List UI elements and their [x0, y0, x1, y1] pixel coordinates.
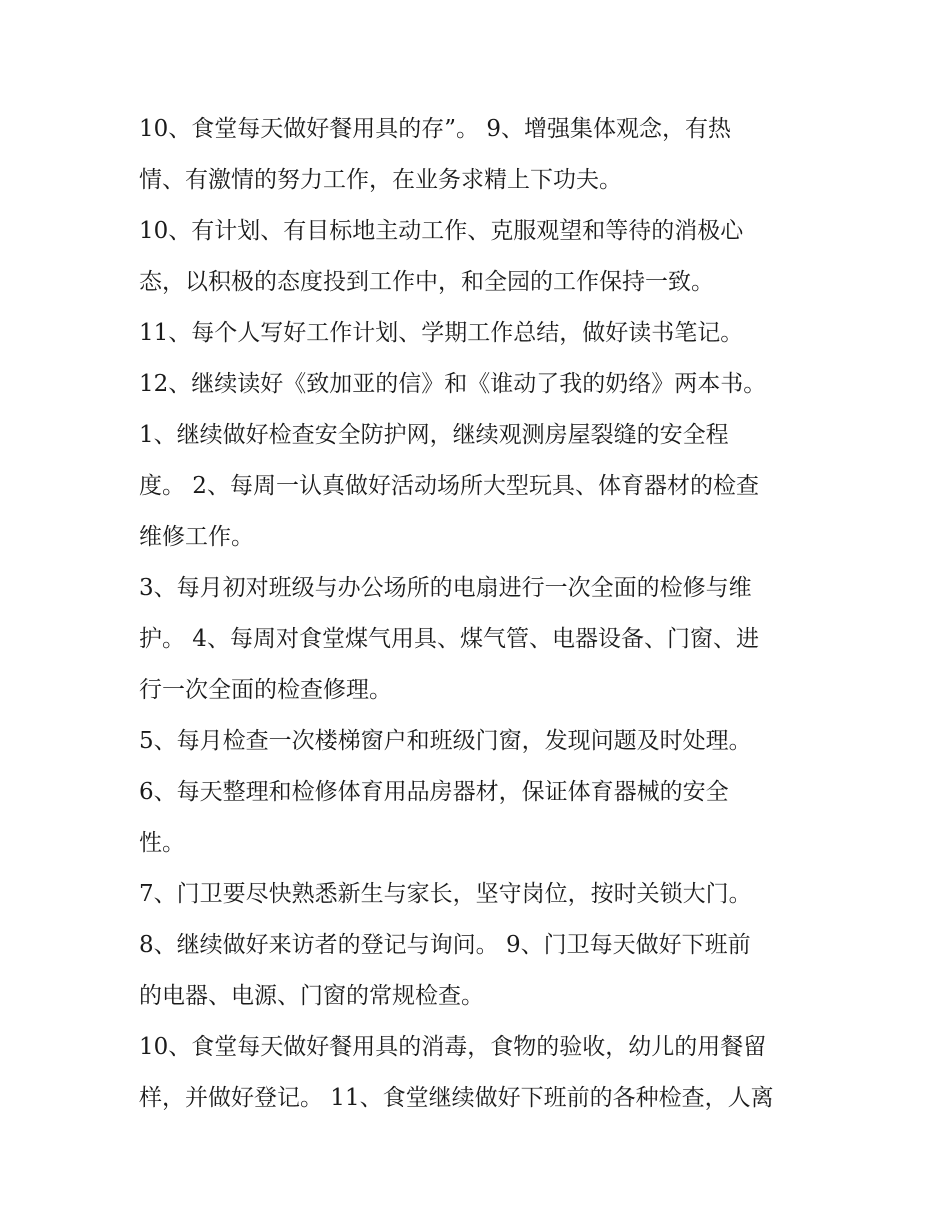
text-line: 7、门卫要尽快熟悉新生与家长，坚守岗位，按时关锁大门。: [139, 881, 752, 907]
text-line: 6、每天整理和检修体育用品房器材，保证体育器械的安全: [139, 779, 729, 805]
text-line: 12、继续读好《致加亚的信》和《谁动了我的奶络》两本书。: [139, 371, 767, 397]
text-line: 10、有计划、有目标地主动工作、克服观望和等待的消极心: [139, 218, 744, 244]
text-line: 情、有激情的努力工作，在业务求精上下功夫。: [139, 167, 622, 193]
text-line: 行一次全面的检查修理。: [139, 677, 392, 703]
text-line: 维修工作。: [139, 524, 254, 550]
text-line: 8、继续做好来访者的登记与询问。 9、门卫每天做好下班前: [139, 932, 751, 958]
text-line: 10、食堂每天做好餐用具的存”。 9、增强集体观念，有热: [139, 116, 731, 142]
text-line: 11、每个人写好工作计划、学期工作总结，做好读书笔记。: [139, 320, 744, 346]
text-line: 的电器、电源、门窗的常规检查。: [139, 983, 484, 1009]
text-line: 5、每月检查一次楼梯窗户和班级门窗，发现问题及时处理。: [139, 728, 752, 754]
document-body: [139, 104, 829, 1124]
text-line: 10、食堂每天做好餐用具的消毒，食物的验收，幼儿的用餐留: [139, 1034, 767, 1060]
text-line: 度。 2、每周一认真做好活动场所大型玩具、体育器材的检查: [139, 473, 759, 499]
text-line: 护。 4、每周对食堂煤气用具、煤气管、电器设备、门窗、进: [139, 626, 759, 652]
text-line: 样，并做好登记。 11、食堂继续做好下班前的各种检查，人离: [139, 1085, 774, 1111]
text-line: 3、每月初对班级与办公场所的电扇进行一次全面的检修与维: [139, 575, 752, 601]
text-line: 1、继续做好检查安全防护网，继续观测房屋裂缝的安全程: [139, 422, 729, 448]
text-line: 性。: [139, 830, 185, 856]
text-line: 态，以积极的态度投到工作中，和全园的工作保持一致。: [139, 269, 714, 295]
